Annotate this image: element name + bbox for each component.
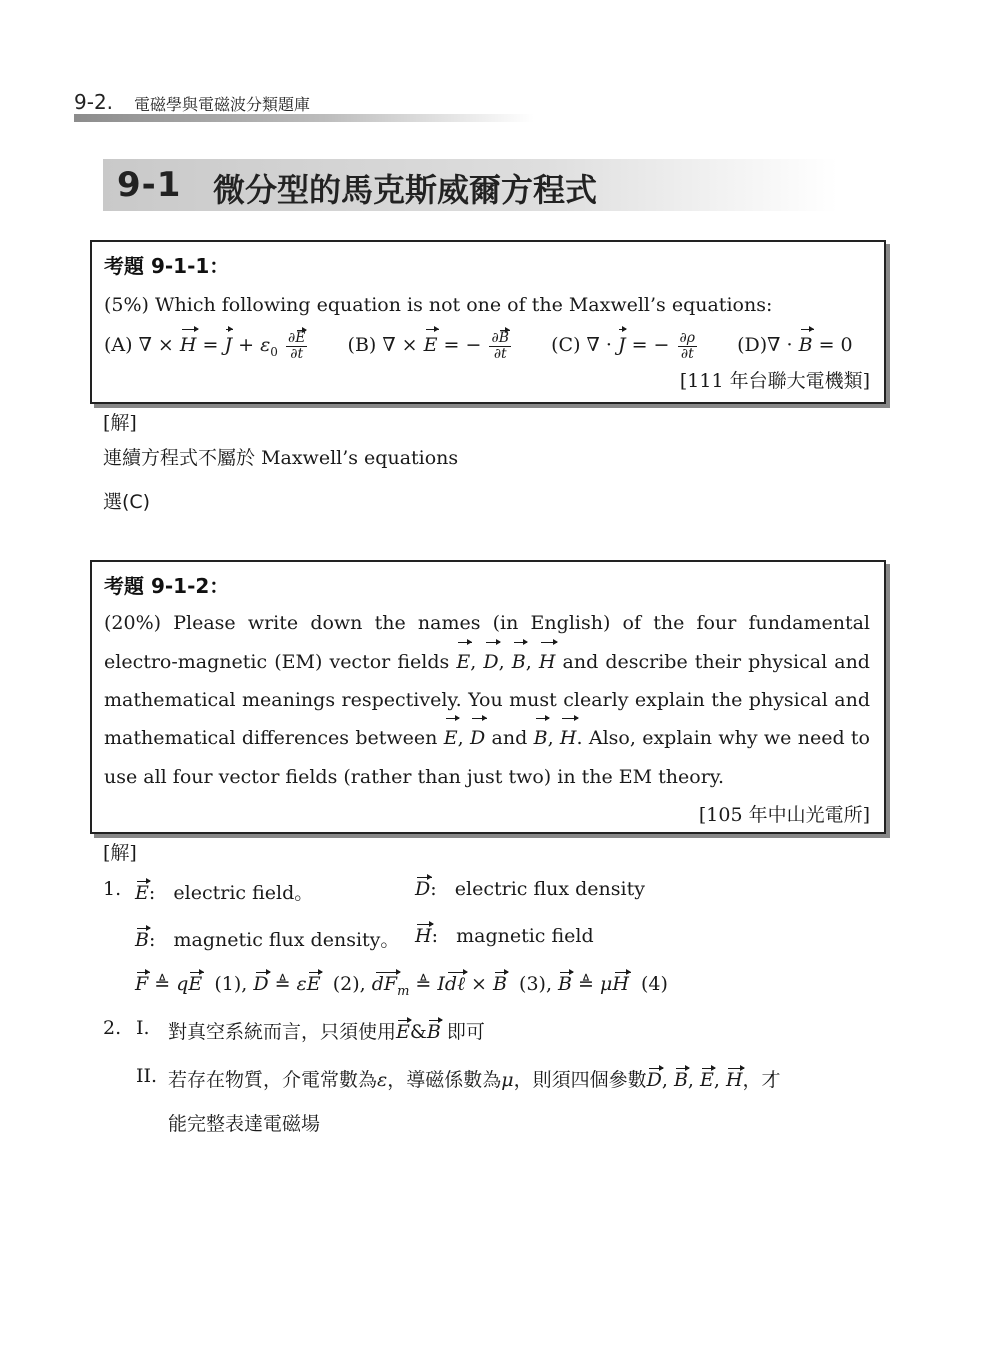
field-e-definition: E: electric field。 <box>135 882 314 904</box>
question-line: mathematical differences between E, D and B, H. Also, explain why we need to <box>104 719 870 758</box>
option-d: (D)∇ · B = 0 <box>737 334 853 356</box>
sub-item-number: I. <box>136 1017 150 1039</box>
question-source: [111 年台聯大電機類] <box>679 370 870 392</box>
question-label: 考題 9-1-2： <box>104 574 230 598</box>
option-a: (A) ∇ × $H = J + \varepsilon_0$ $\frac{\partial E}{\partial t}$ <box>104 329 306 362</box>
running-header <box>74 86 534 126</box>
solution-line: 連續方程式不屬於 Maxwell’s equations <box>103 447 459 469</box>
section-title: 微分型的馬克斯威爾方程式 <box>213 171 598 209</box>
header-rule <box>74 114 534 122</box>
question-options <box>104 330 874 367</box>
option-b: (B) ∇ × E = − $\frac{\partial B}{\partial t}$ <box>347 329 510 362</box>
option-c: (C) ∇ · J = − $\frac{\partial\rho}{\partial t}$ <box>551 329 696 362</box>
question-line: electro-magnetic (EM) vector fields E, D, B, H and describe their physical and <box>104 643 870 682</box>
item-number: 2. <box>103 1017 122 1039</box>
solution-label: [解] <box>103 842 137 864</box>
section-number: 9-1 <box>117 165 182 205</box>
section-banner <box>103 159 838 211</box>
item-number: 1. <box>103 878 122 900</box>
question-prompt: (5%) Which following equation is not one of the Maxwell’s equations: <box>104 294 773 316</box>
question-line: mathematical meanings respectively. You must clearly explain the physical and <box>104 689 870 711</box>
sub-item-text: 對真空系統而言，只須使用E&B 即可 <box>168 1021 485 1043</box>
field-b-definition: B: magnetic flux density。 <box>135 929 400 951</box>
field-d-definition: D: electric flux density <box>415 878 645 900</box>
sub-item-text: 若存在物質，介電常數為ε，導磁係數為μ，則須四個參數D, B, E, H，才 <box>168 1069 781 1091</box>
solution-label: [解] <box>103 412 137 434</box>
field-h-definition: H: magnetic field <box>415 925 594 947</box>
page-number: 9-2. <box>74 90 114 114</box>
question-label: 考題 9-1-1： <box>104 254 230 278</box>
constitutive-relations: F ≜ qE (1), D ≜ εE (2), $dF_m$ ≜ Idℓ × B (3), B ≜ μH (4) <box>135 973 668 999</box>
question-line: use all four vector fields (rather than just two) in the EM theory. <box>104 766 725 788</box>
question-box-1 <box>90 240 886 404</box>
book-title: 電磁學與電磁波分類題庫 <box>134 95 311 114</box>
solution-answer: 選(C) <box>103 491 151 513</box>
sub-item-continuation: 能完整表達電磁場 <box>168 1113 321 1135</box>
question-box-2 <box>90 560 886 834</box>
sub-item-number: II. <box>136 1065 158 1087</box>
question-line: (20%) Please write down the names (in English) of the four fundamental <box>104 612 870 634</box>
question-source: [105 年中山光電所] <box>698 804 870 826</box>
